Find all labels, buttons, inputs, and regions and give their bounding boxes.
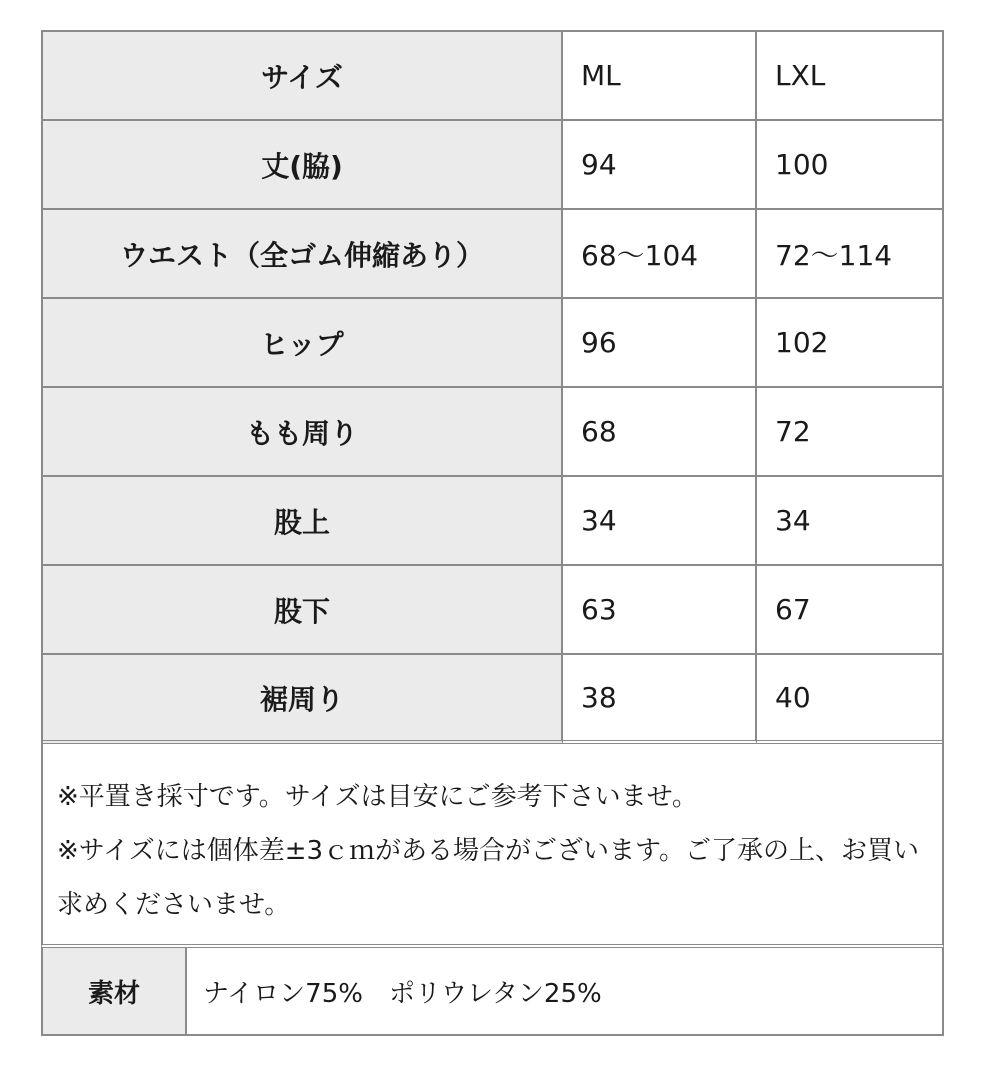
ml-value: 68〜104 — [563, 210, 757, 299]
table-row — [43, 299, 942, 388]
notes-box — [41, 744, 944, 948]
material-table — [41, 948, 944, 1036]
ml-value: 63 — [563, 566, 757, 655]
table-row — [43, 477, 942, 566]
lxl-value: 100 — [757, 121, 942, 210]
size-table — [41, 30, 944, 744]
table-row — [43, 948, 942, 1034]
row-label: ヒップ — [43, 299, 563, 388]
row-label: もも周り — [43, 388, 563, 477]
table-row — [43, 655, 942, 744]
lxl-value: 102 — [757, 299, 942, 388]
ml-value: 34 — [563, 477, 757, 566]
material-label: 素材 — [43, 948, 187, 1034]
lxl-value: 40 — [757, 655, 942, 744]
table-row — [43, 121, 942, 210]
row-label: ウエスト（全ゴム伸縮あり） — [43, 210, 563, 299]
ml-value: 68 — [563, 388, 757, 477]
lxl-value: 72 — [757, 388, 942, 477]
lxl-value: 34 — [757, 477, 942, 566]
row-label: サイズ — [43, 32, 563, 121]
table-row — [43, 388, 942, 477]
lxl-value: LXL — [757, 32, 942, 121]
lxl-value: 67 — [757, 566, 942, 655]
lxl-value: 72〜114 — [757, 210, 942, 299]
table-row — [43, 566, 942, 655]
row-label: 股上 — [43, 477, 563, 566]
ml-value: 94 — [563, 121, 757, 210]
row-label: 股下 — [43, 566, 563, 655]
ml-value: 38 — [563, 655, 757, 744]
note-text: ※平置き採寸です。サイズは目安にご参考下さいませ。 — [57, 782, 698, 812]
ml-value: ML — [563, 32, 757, 121]
ml-value: 96 — [563, 299, 757, 388]
row-label: 丈(脇) — [43, 121, 563, 210]
row-label: 裾周り — [43, 655, 563, 744]
note-text: ※サイズには個体差±3ｃｍがある場合がございます。ご了承の上、お買い求めくださいませ。 — [57, 836, 919, 920]
material-value: ナイロン75% ポリウレタン25% — [203, 978, 602, 1009]
size-chart — [41, 30, 944, 1036]
table-row — [43, 210, 942, 299]
table-row — [43, 32, 942, 121]
